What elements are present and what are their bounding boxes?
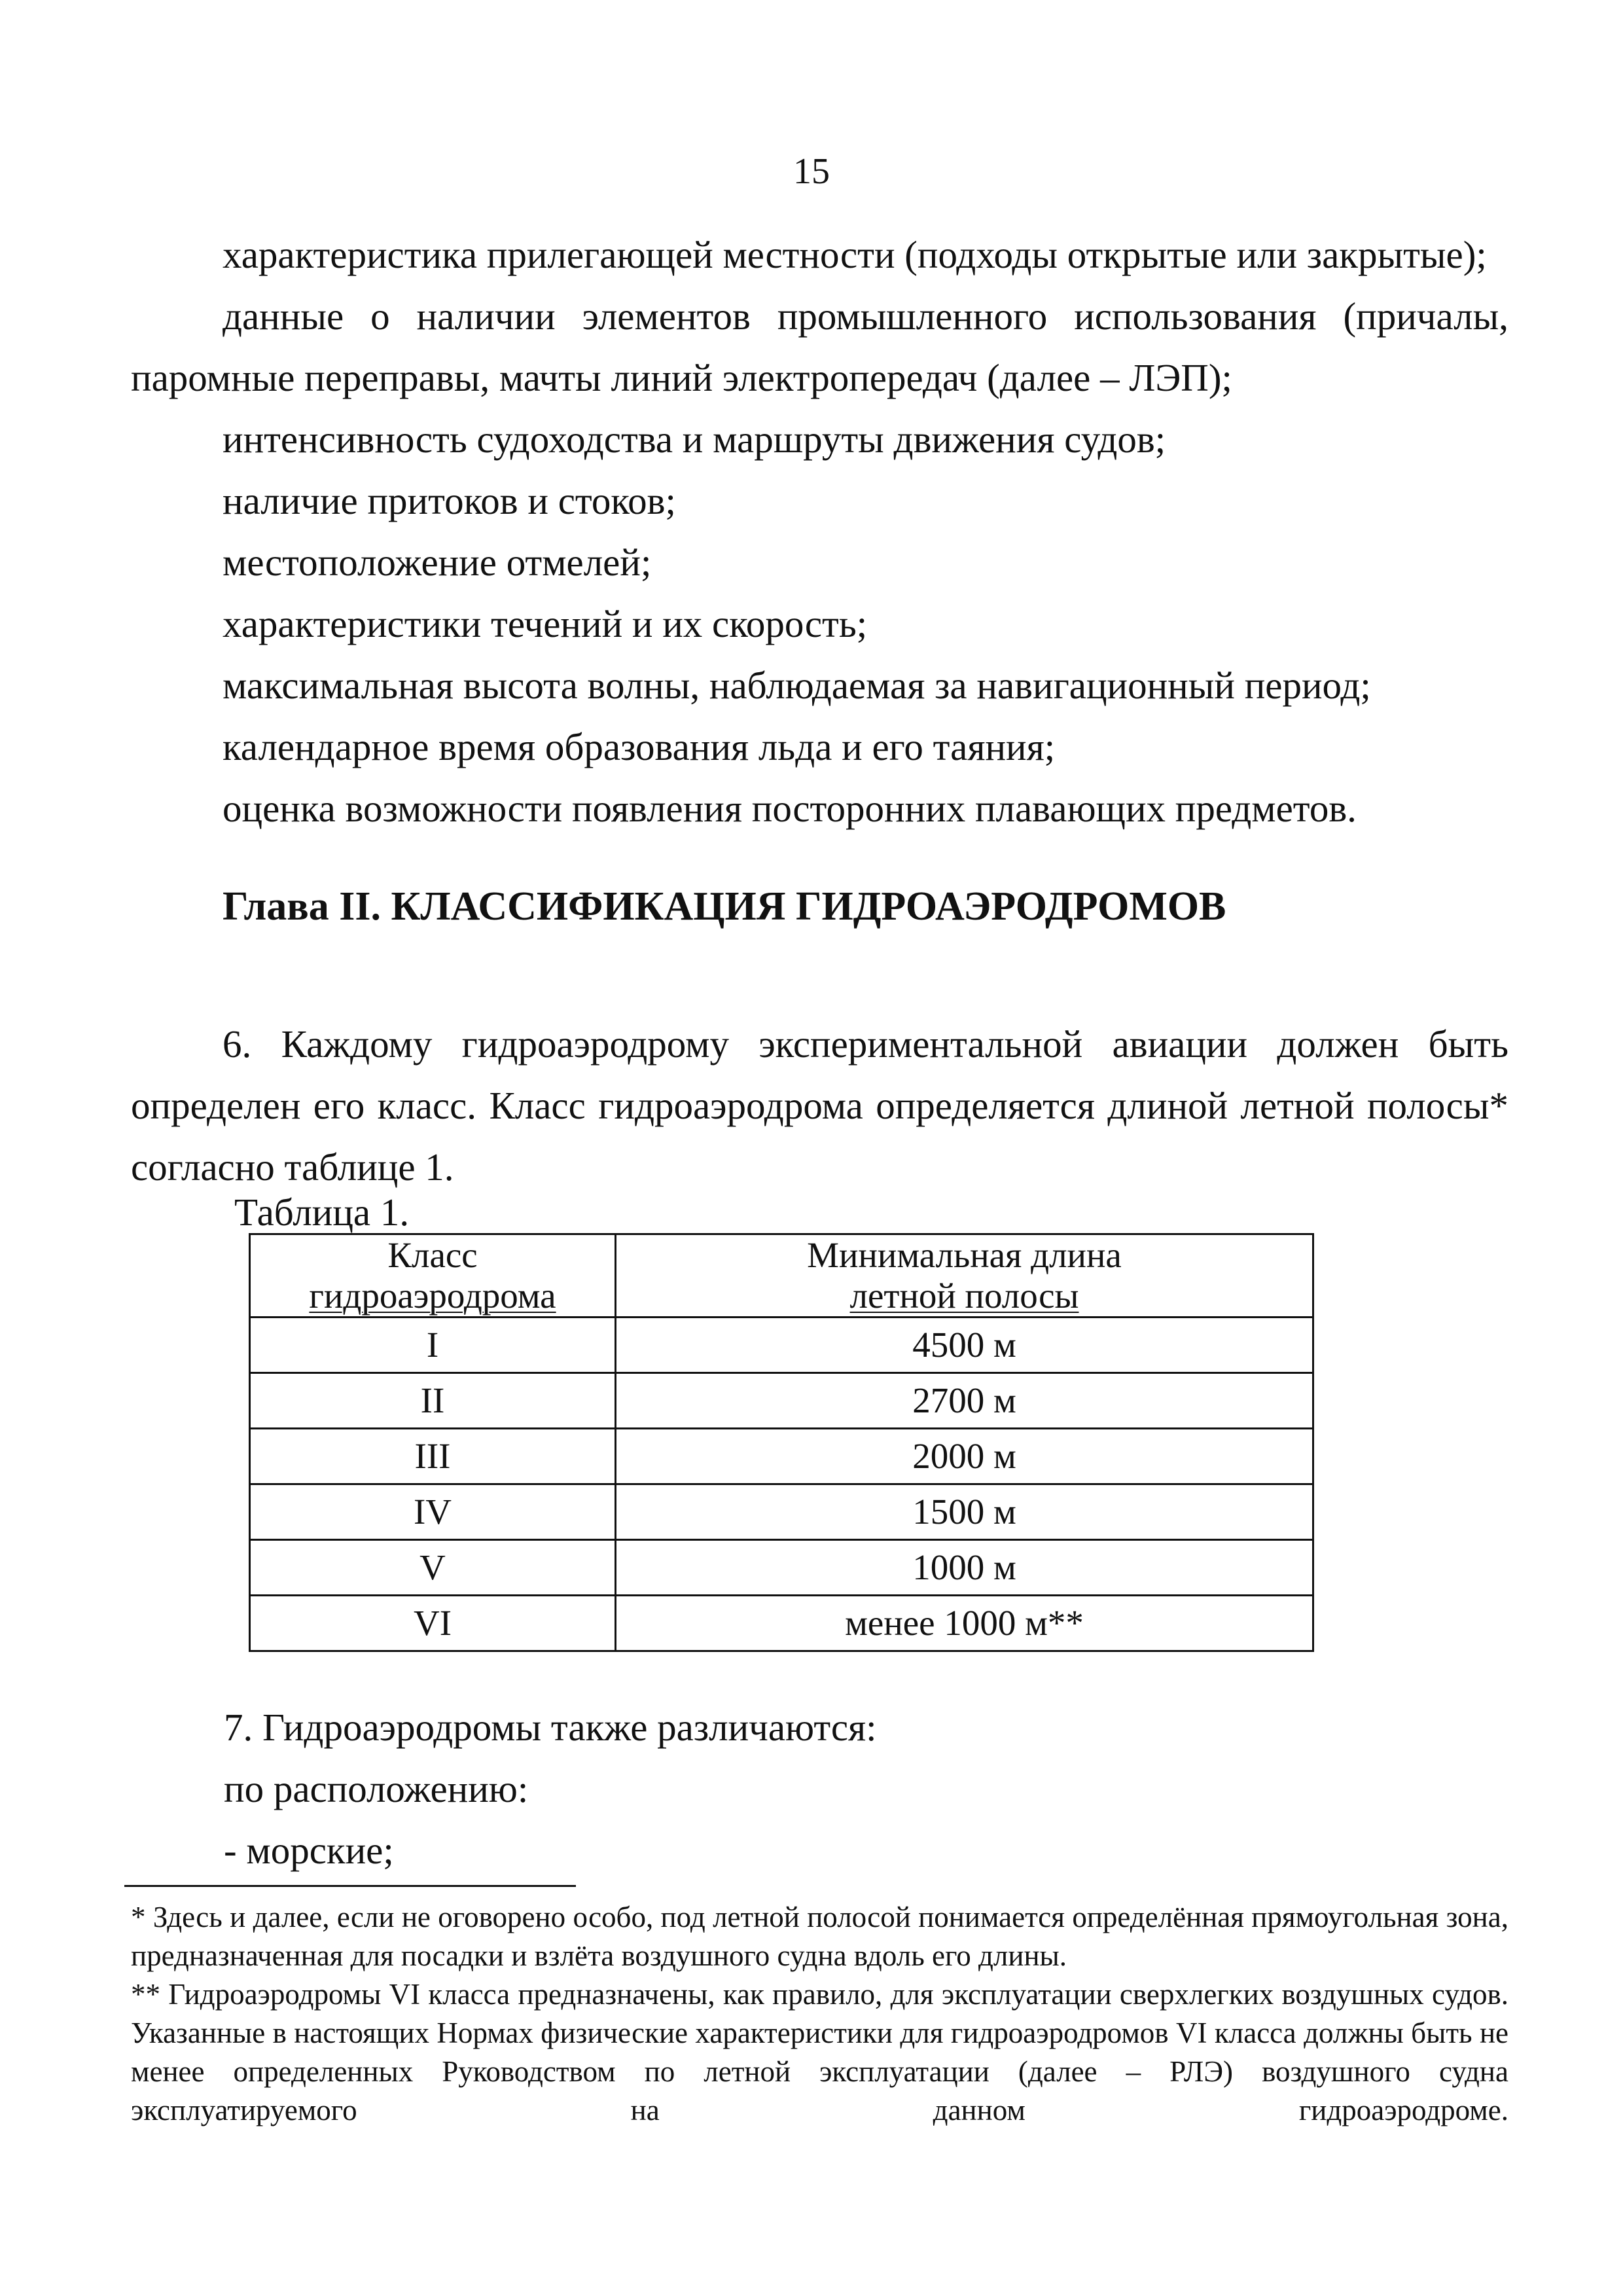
table-row: [250, 1318, 1313, 1373]
header-length-line2: летной полосы: [849, 1276, 1079, 1316]
class-cell: II: [250, 1373, 616, 1429]
header-min-length: [616, 1234, 1313, 1318]
list-item: максимальная высота волны, наблюдаемая за навигационный период;: [223, 664, 1371, 707]
paragraph-7-item-sea: - морские;: [224, 1829, 394, 1872]
class-cell: III: [250, 1429, 616, 1484]
length-cell: 2700 м: [616, 1373, 1313, 1429]
class-cell: V: [250, 1540, 616, 1596]
table-caption: Таблица 1.: [234, 1191, 410, 1234]
length-cell: менее 1000 м**: [616, 1596, 1313, 1651]
list-item: характеристика прилегающей местности (подходы открытые или закрытые);: [223, 233, 1487, 276]
header-length-line1: Минимальная длина: [807, 1235, 1122, 1275]
paragraph-7-by-location: по расположению:: [224, 1767, 529, 1810]
length-cell: 1500 м: [616, 1484, 1313, 1540]
paragraph-6-text: 6. Каждому гидроаэродрому экспериментальной авиации должен быть определен его класс. Класс гидроаэродрома определяется длиной летной полосы* согласно таблице 1.: [131, 1022, 1508, 1189]
class-cell: IV: [250, 1484, 616, 1540]
list-item: наличие притоков и стоков;: [223, 479, 676, 522]
class-cell: I: [250, 1318, 616, 1373]
length-cell: 4500 м: [616, 1318, 1313, 1373]
table-row: [250, 1429, 1313, 1484]
list-item: местоположение отмелей;: [223, 541, 652, 584]
table-header-row: [250, 1234, 1313, 1318]
paragraph-7-intro: 7. Гидроаэродромы также различаются:: [224, 1706, 877, 1749]
list-item: интенсивность судоходства и маршруты движения судов;: [223, 418, 1166, 461]
footnote-1: * Здесь и далее, если не оговорено особо, под летной полосой понимается определённая прямоугольная зона, предназначенная для посадки и взлёта воздушного судна вдоль его длины.: [131, 1901, 1508, 1972]
length-cell: 2000 м: [616, 1429, 1313, 1484]
list-item: календарное время образования льда и его таяния;: [223, 725, 1056, 768]
seaplane-class-table: [249, 1233, 1314, 1652]
list-item: данные о наличии элементов промышленного использования (причалы, паромные переправы, мачты линий электропередач (далее – ЛЭП);: [131, 295, 1508, 399]
table-row: [250, 1373, 1313, 1429]
length-cell: 1000 м: [616, 1540, 1313, 1596]
table-row: [250, 1596, 1313, 1651]
header-class: [250, 1234, 616, 1318]
paragraph-7: [224, 1696, 877, 1881]
paragraph-6: [131, 1013, 1508, 1198]
footnotes: [131, 1898, 1508, 2130]
class-cell: VI: [250, 1596, 616, 1651]
table-row: [250, 1484, 1313, 1540]
list-item: оценка возможности появления посторонних плавающих предметов.: [223, 787, 1357, 830]
footnote-2: ** Гидроаэродромы VI класса предназначены, как правило, для эксплуатации сверхлегких воздушных судов. Указанные в настоящих Нормах физические характеристики для гидроаэродромов VI класса должны быть не менее определенных Руководством по летной эксплуатации (далее – РЛЭ) воздушного судна эксплуатируемого на данном гидроаэродроме.: [131, 1978, 1508, 2126]
page-number: 15: [793, 151, 830, 192]
header-class-line2: гидроаэродрома: [309, 1276, 556, 1316]
terrain-characteristics-list: [131, 224, 1508, 839]
list-item: характеристики течений и их скорость;: [223, 602, 868, 645]
table-row: [250, 1540, 1313, 1596]
header-class-line1: Класс: [387, 1235, 478, 1275]
footnote-divider: [124, 1885, 576, 1887]
chapter-heading: Глава II. КЛАССИФИКАЦИЯ ГИДРОАЭРОДРОМОВ: [223, 884, 1226, 929]
